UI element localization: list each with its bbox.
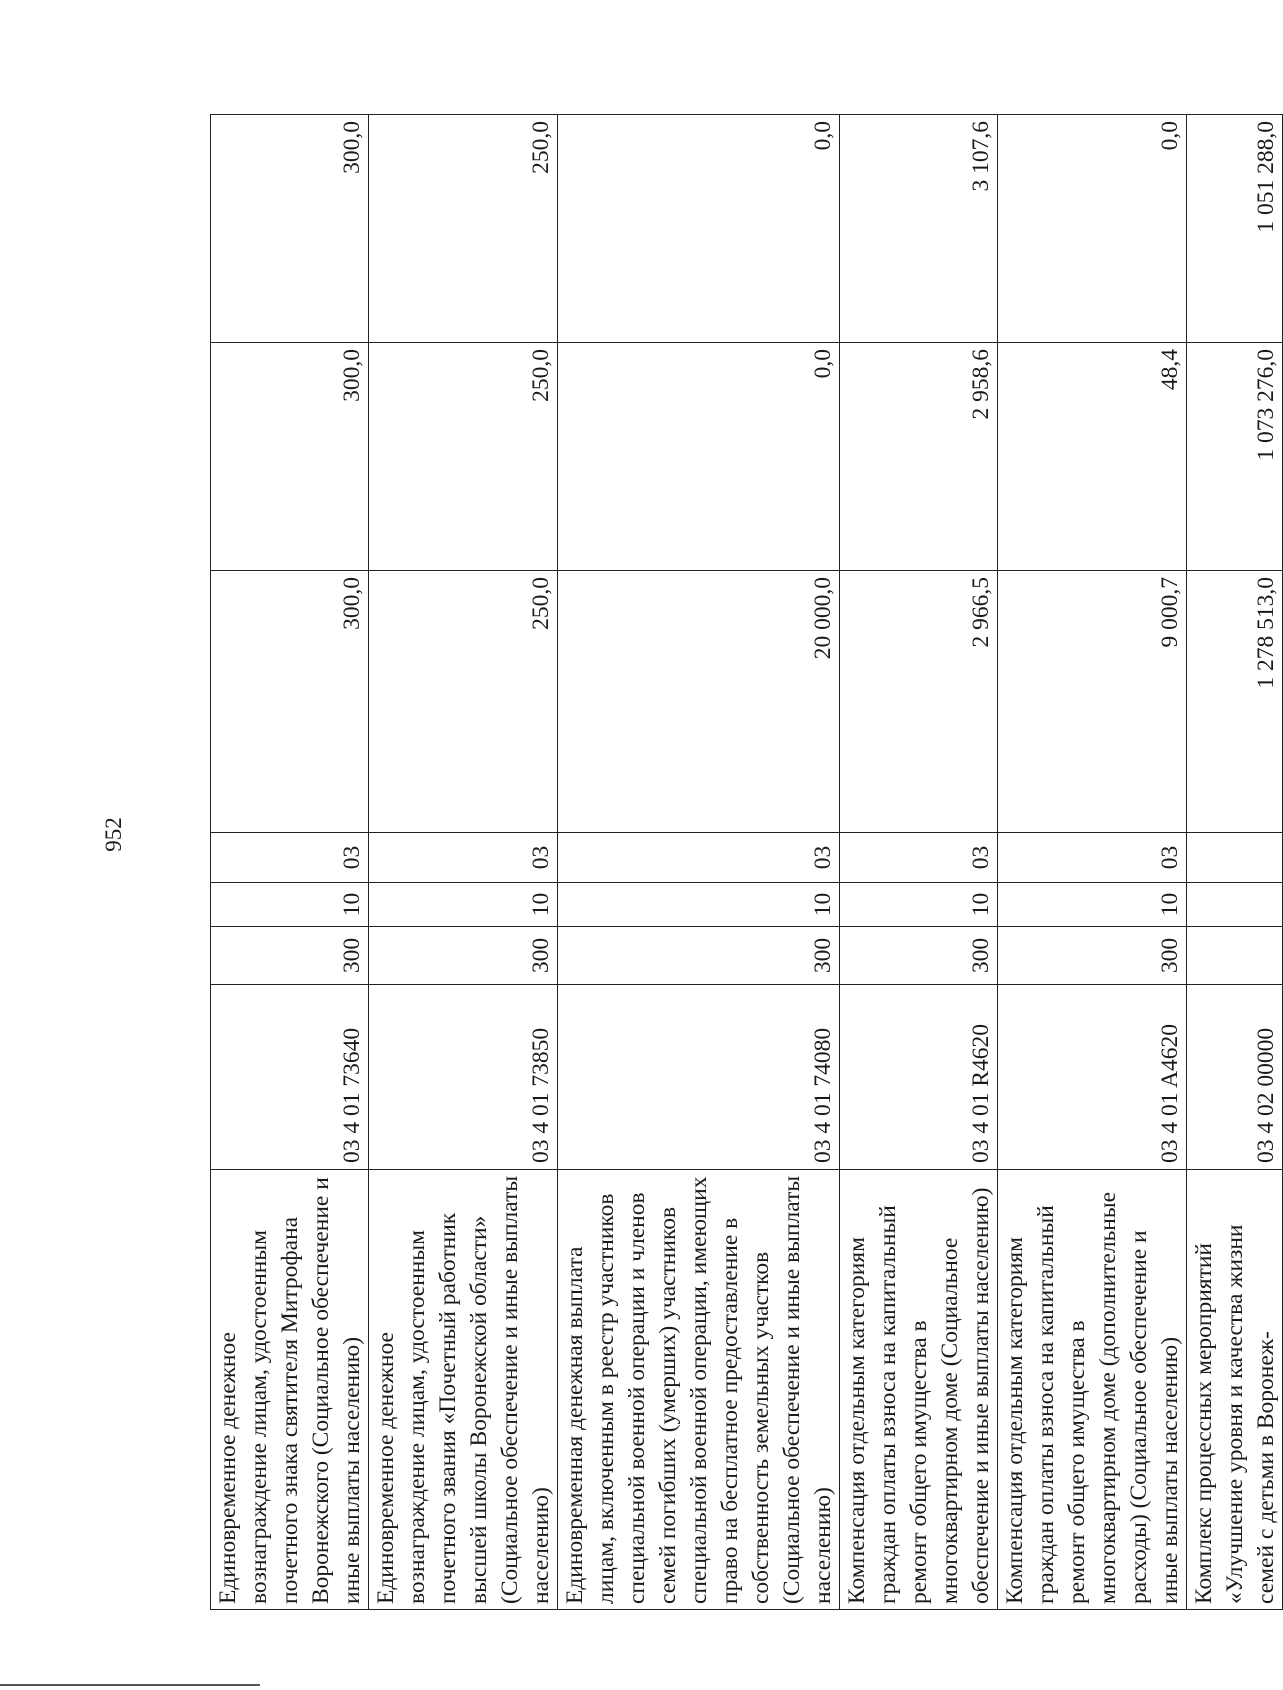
- table-row: [1187, 115, 1283, 1610]
- row-section: 10: [840, 883, 998, 927]
- row-code: 03 4 01 73850: [369, 985, 558, 1170]
- row-sum-1: 250,0: [369, 571, 558, 833]
- row-sum-2: 1 073 276,0: [1187, 343, 1283, 571]
- table-row: [558, 115, 840, 1610]
- row-description: Компенсация отдельным категориям граждан оплаты взноса на капитальный ремонт общего имущества в многоквартирном доме (Социальное обеспечение и иные выплаты населению): [840, 1170, 998, 1610]
- table-body: [211, 115, 1283, 1610]
- row-expense-type: 300: [369, 927, 558, 985]
- row-description: Компенсация отдельным категориям граждан оплаты взноса на капитальный ремонт общего имущества в многоквартирном доме (дополнительные расходы) (Социальное обеспечение и иные выплаты населению): [998, 1170, 1187, 1610]
- row-section: 10: [558, 883, 840, 927]
- row-expense-type: 300: [558, 927, 840, 985]
- row-sum-2: 2 958,6: [840, 343, 998, 571]
- row-code: 03 4 01 A4620: [998, 985, 1187, 1170]
- row-sum-2: 300,0: [211, 343, 369, 571]
- row-section: 10: [211, 883, 369, 927]
- row-expense-type: 300: [211, 927, 369, 985]
- table-row: [369, 115, 558, 1610]
- row-description: Комплекс процессных мероприятий «Улучшение уровня и качества жизни семей с детьми в Воронеж-: [1187, 1170, 1283, 1610]
- row-subsection: 03: [998, 833, 1187, 883]
- row-subsection: 03: [558, 833, 840, 883]
- row-sum-1: 20 000,0: [558, 571, 840, 833]
- row-description: Единовременное денежное вознаграждение лицам, удостоенным почетного знака святителя Митрофана Воронежского (Социальное обеспечение и иные выплаты населению): [211, 1170, 369, 1610]
- row-description: Единовременная денежная выплата лицам, включенным в реестр участников специальной военной операции и членов семей погибших (умерших) участников специальной военной операции, имеющих право на бесплатное предоставление в собственность земельных участков (Социальное обеспечение и иные выплаты населению): [558, 1170, 840, 1610]
- row-subsection: 03: [840, 833, 998, 883]
- row-sum-2: 0,0: [558, 343, 840, 571]
- row-sum-2: 250,0: [369, 343, 558, 571]
- row-code: 03 4 01 R4620: [840, 985, 998, 1170]
- table-row: [998, 115, 1187, 1610]
- row-expense-type: [1187, 927, 1283, 985]
- row-subsection: 03: [211, 833, 369, 883]
- row-sum-1: 2 966,5: [840, 571, 998, 833]
- row-sum-3: 300,0: [211, 115, 369, 343]
- row-code: 03 4 02 00000: [1187, 985, 1283, 1170]
- row-description: Единовременное денежное вознаграждение лицам, удостоенным почетного звания «Почетный работник высшей школы Воронежской области» (Социальное обеспечение и иные выплаты населению): [369, 1170, 558, 1610]
- table-row: [211, 115, 369, 1610]
- row-section: 10: [998, 883, 1187, 927]
- row-subsection: [1187, 833, 1283, 883]
- row-sum-3: 0,0: [558, 115, 840, 343]
- row-sum-3: 1 051 288,0: [1187, 115, 1283, 343]
- row-sum-3: 3 107,6: [840, 115, 998, 343]
- row-section: 10: [369, 883, 558, 927]
- row-sum-2: 48,4: [998, 343, 1187, 571]
- row-sum-1: 300,0: [211, 571, 369, 833]
- row-code: 03 4 01 73640: [211, 985, 369, 1170]
- page-number: 952: [100, 817, 126, 852]
- row-expense-type: 300: [840, 927, 998, 985]
- row-sum-3: 250,0: [369, 115, 558, 343]
- row-section: [1187, 883, 1283, 927]
- row-subsection: 03: [369, 833, 558, 883]
- row-expense-type: 300: [998, 927, 1187, 985]
- row-sum-1: 1 278 513,0: [1187, 571, 1283, 833]
- row-sum-1: 9 000,7: [998, 571, 1187, 833]
- row-code: 03 4 01 74080: [558, 985, 840, 1170]
- table-row: [840, 115, 998, 1610]
- page-bottom-rule: [0, 1684, 260, 1686]
- budget-table: [210, 114, 1283, 1610]
- rotated-page-content: [210, 115, 1279, 1610]
- row-sum-3: 0,0: [998, 115, 1187, 343]
